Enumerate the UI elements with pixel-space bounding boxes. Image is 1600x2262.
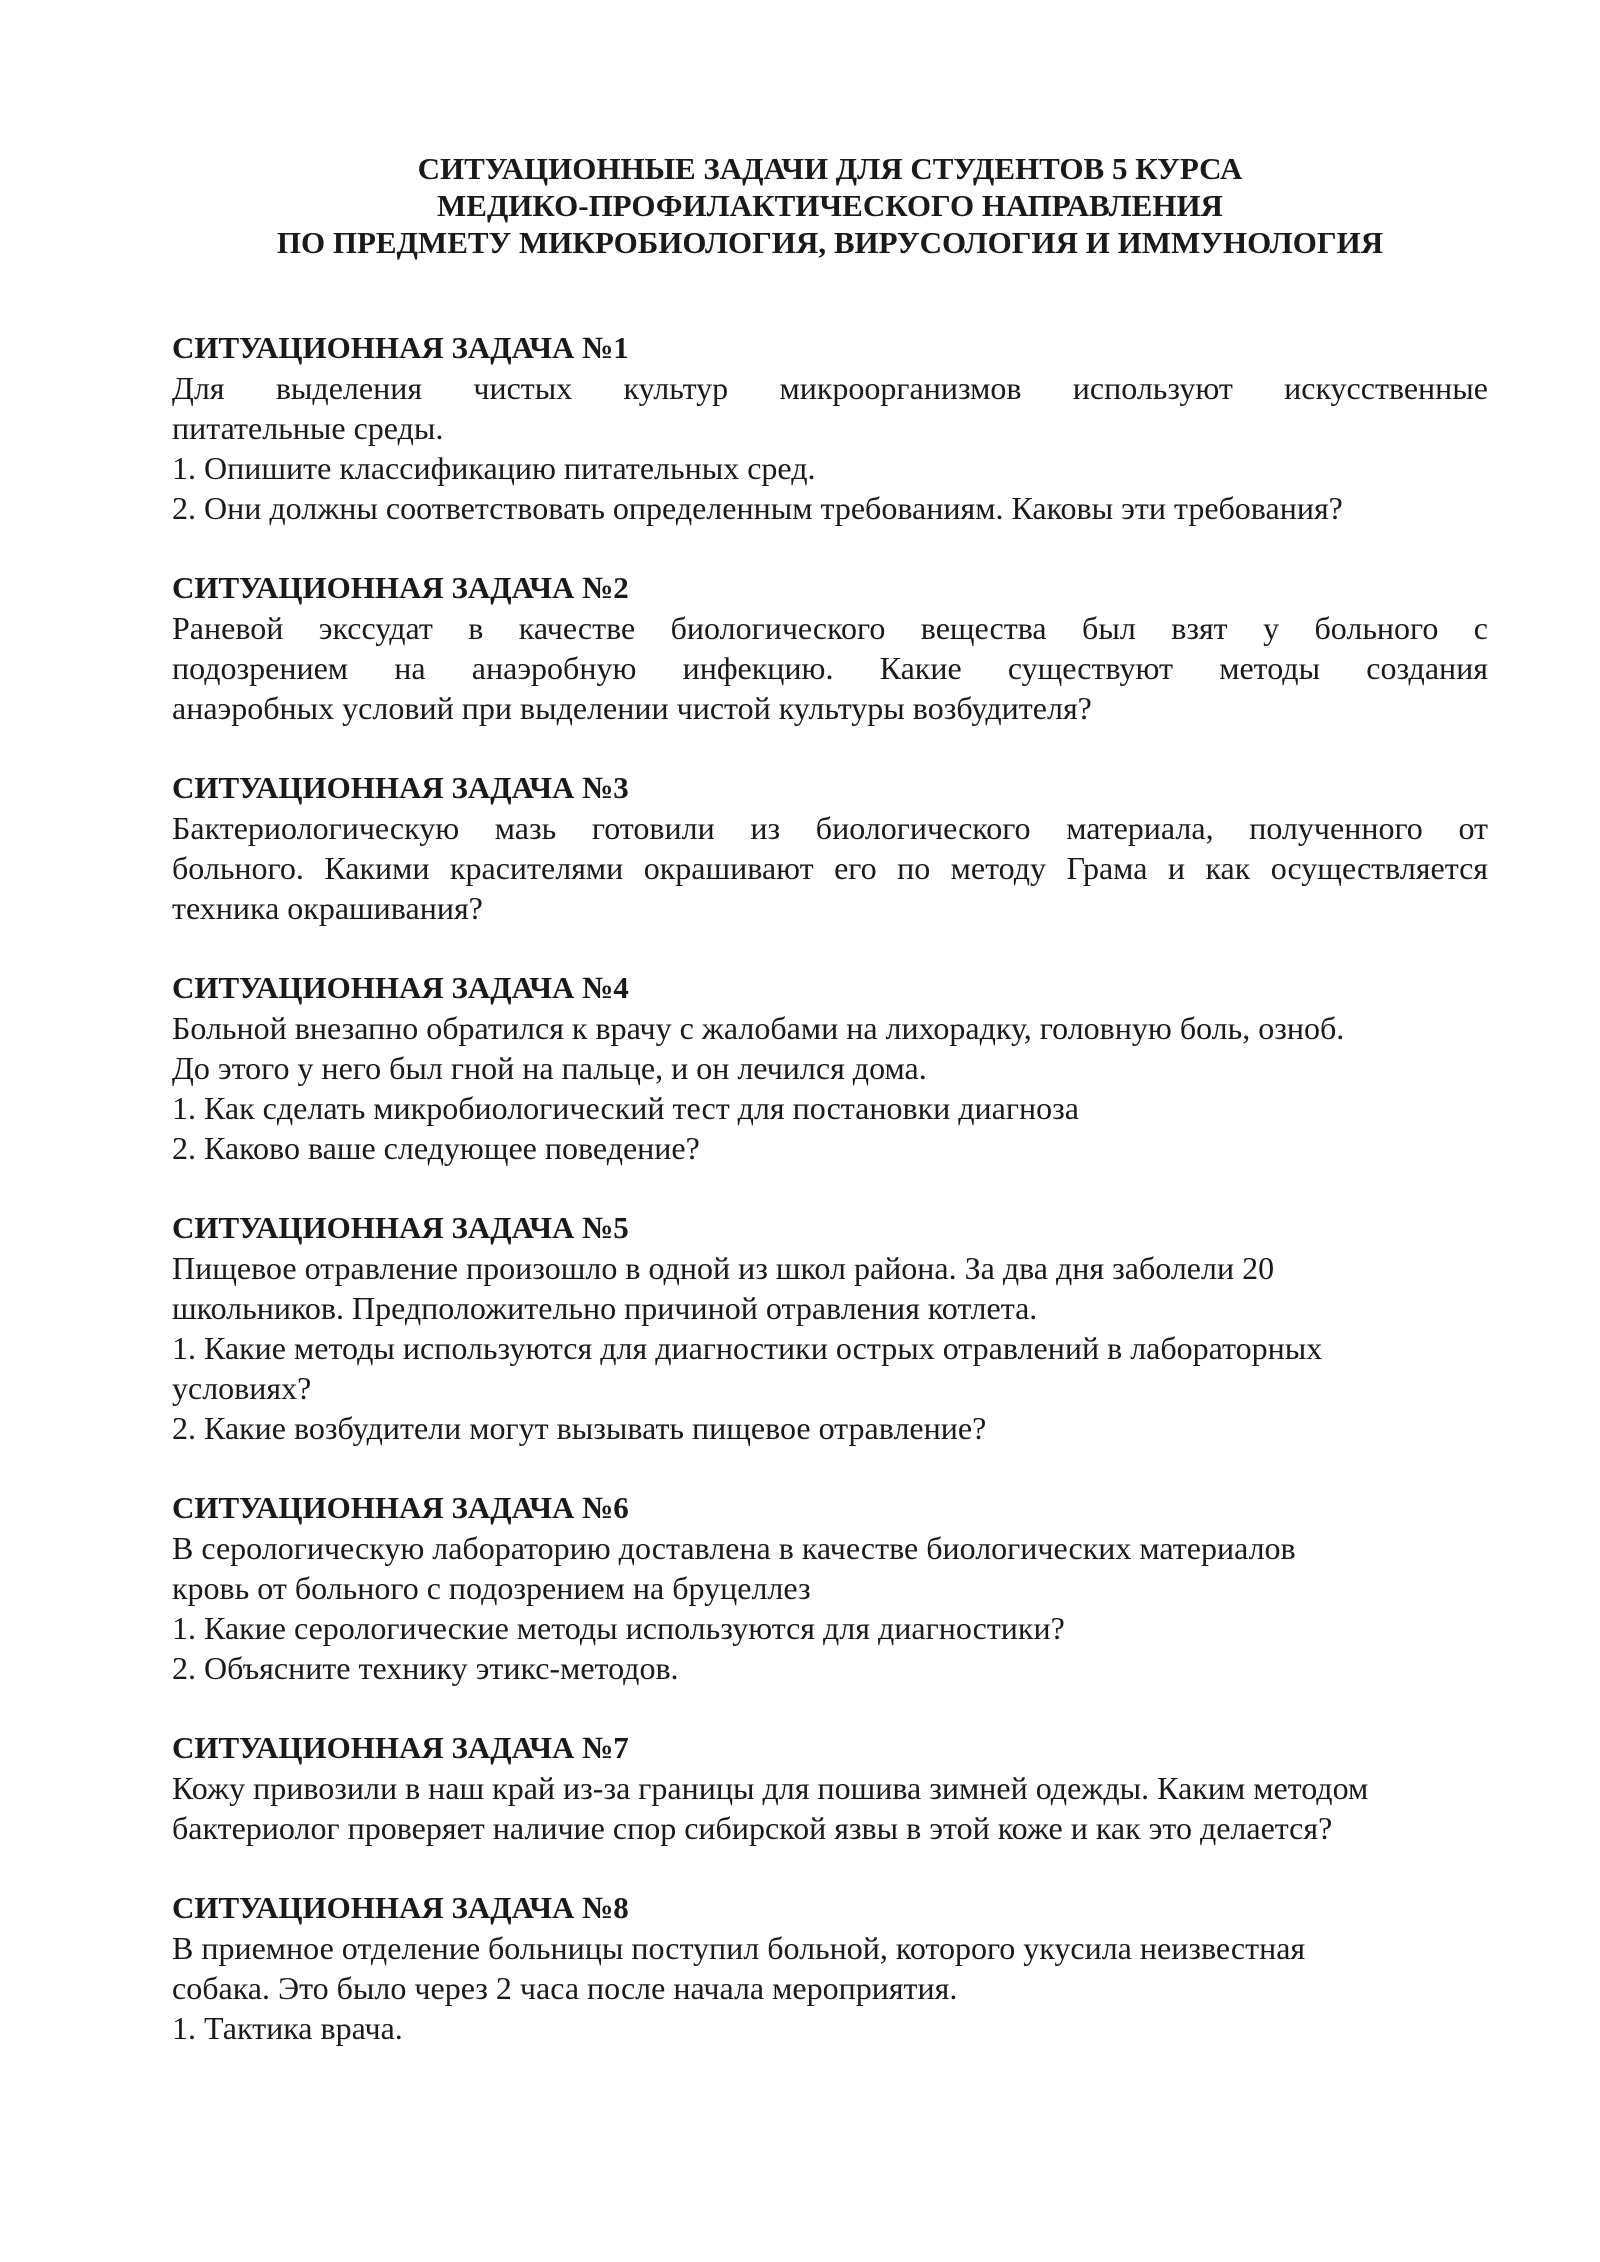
task-2: [172, 568, 1488, 728]
task-text-line: В серологическую лабораторию доставлена в качестве биологических материалов: [172, 1530, 1296, 1566]
task-7: [172, 1728, 1488, 1848]
task-text-line: Больной внезапно обратился к врачу с жалобами на лихорадку, головную боль, озноб.: [172, 1010, 1345, 1046]
task-text-line: бактериолог проверяет наличие спор сибирской язвы в этой коже и как это делается?: [172, 1810, 1333, 1846]
document-title: [172, 150, 1488, 261]
task-text-line: До этого у него был гной на пальце, и он лечился дома.: [172, 1050, 927, 1086]
task-heading: СИТУАЦИОННАЯ ЗАДАЧА №5: [172, 1210, 629, 1245]
task-text-line: Для выделения чистых культур микроорганизмов используют искусственные: [172, 370, 1488, 406]
task-text-line: В приемное отделение больницы поступил больной, которого укусила неизвестная: [172, 1930, 1306, 1966]
title-line: МЕДИКО-ПРОФИЛАКТИЧЕСКОГО НАПРАВЛЕНИЯ: [437, 188, 1223, 223]
task-question: 1. Тактика врача.: [172, 2010, 403, 2046]
task-heading: СИТУАЦИОННАЯ ЗАДАЧА №3: [172, 770, 629, 805]
task-heading: СИТУАЦИОННАЯ ЗАДАЧА №8: [172, 1890, 629, 1925]
task-heading: СИТУАЦИОННАЯ ЗАДАЧА №7: [172, 1730, 629, 1765]
title-line: СИТУАЦИОННЫЕ ЗАДАЧИ ДЛЯ СТУДЕНТОВ 5 КУРСА: [417, 151, 1243, 186]
task-text-line: Раневой экссудат в качестве биологического вещества был взят у больного с: [172, 610, 1488, 646]
task-5: [172, 1208, 1488, 1448]
task-question: 2. Они должны соответствовать определенным требованиям. Каковы эти требования?: [172, 490, 1343, 526]
task-4: [172, 968, 1488, 1168]
title-line: ПО ПРЕДМЕТУ МИКРОБИОЛОГИЯ, ВИРУСОЛОГИЯ И ИММУНОЛОГИЯ: [276, 225, 1384, 260]
task-text-line: Пищевое отравление произошло в одной из школ района. За два дня заболели 20: [172, 1250, 1275, 1286]
task-question: 1. Какие серологические методы используются для диагностики?: [172, 1610, 1065, 1646]
task-question: 1. Как сделать микробиологический тест для постановки диагноза: [172, 1090, 1079, 1126]
task-text-line: Бактериологическую мазь готовили из биологического материала, полученного от: [172, 810, 1488, 846]
task-text-line: собака. Это было через 2 часа после начала мероприятия.: [172, 1970, 958, 2006]
task-text-line: анаэробных условий при выделении чистой культуры возбудителя?: [172, 690, 1092, 726]
task-6: [172, 1488, 1488, 1688]
task-text-line: питательные среды.: [172, 410, 444, 446]
task-question: 1. Какие методы используются для диагностики острых отравлений в лабораторных: [172, 1330, 1323, 1366]
task-question: условиях?: [172, 1370, 312, 1406]
task-heading: СИТУАЦИОННАЯ ЗАДАЧА №1: [172, 330, 629, 365]
task-heading: СИТУАЦИОННАЯ ЗАДАЧА №6: [172, 1490, 629, 1525]
task-heading: СИТУАЦИОННАЯ ЗАДАЧА №2: [172, 570, 629, 605]
task-question: 2. Каково ваше следующее поведение?: [172, 1130, 700, 1166]
task-question: 2. Какие возбудители могут вызывать пищевое отравление?: [172, 1410, 987, 1446]
task-question: 2. Объясните технику этикс-методов.: [172, 1650, 679, 1686]
document-page: [172, 150, 1488, 2088]
task-text-line: Кожу привозили в наш край из-за границы для пошива зимней одежды. Каким методом: [172, 1770, 1369, 1806]
task-text-line: техника окрашивания?: [172, 890, 483, 926]
task-heading: СИТУАЦИОННАЯ ЗАДАЧА №4: [172, 970, 629, 1005]
task-text-line: подозрением на анаэробную инфекцию. Какие существуют методы создания: [172, 650, 1488, 686]
task-text-line: больного. Какими красителями окрашивают его по методу Грама и как осуществляется: [172, 850, 1488, 886]
task-8: [172, 1888, 1488, 2048]
task-1: [172, 328, 1488, 528]
task-3: [172, 768, 1488, 928]
task-question: 1. Опишите классификацию питательных сред.: [172, 450, 816, 486]
task-text-line: кровь от больного с подозрением на бруцеллез: [172, 1570, 811, 1606]
task-text-line: школьников. Предположительно причиной отравления котлета.: [172, 1290, 1038, 1326]
